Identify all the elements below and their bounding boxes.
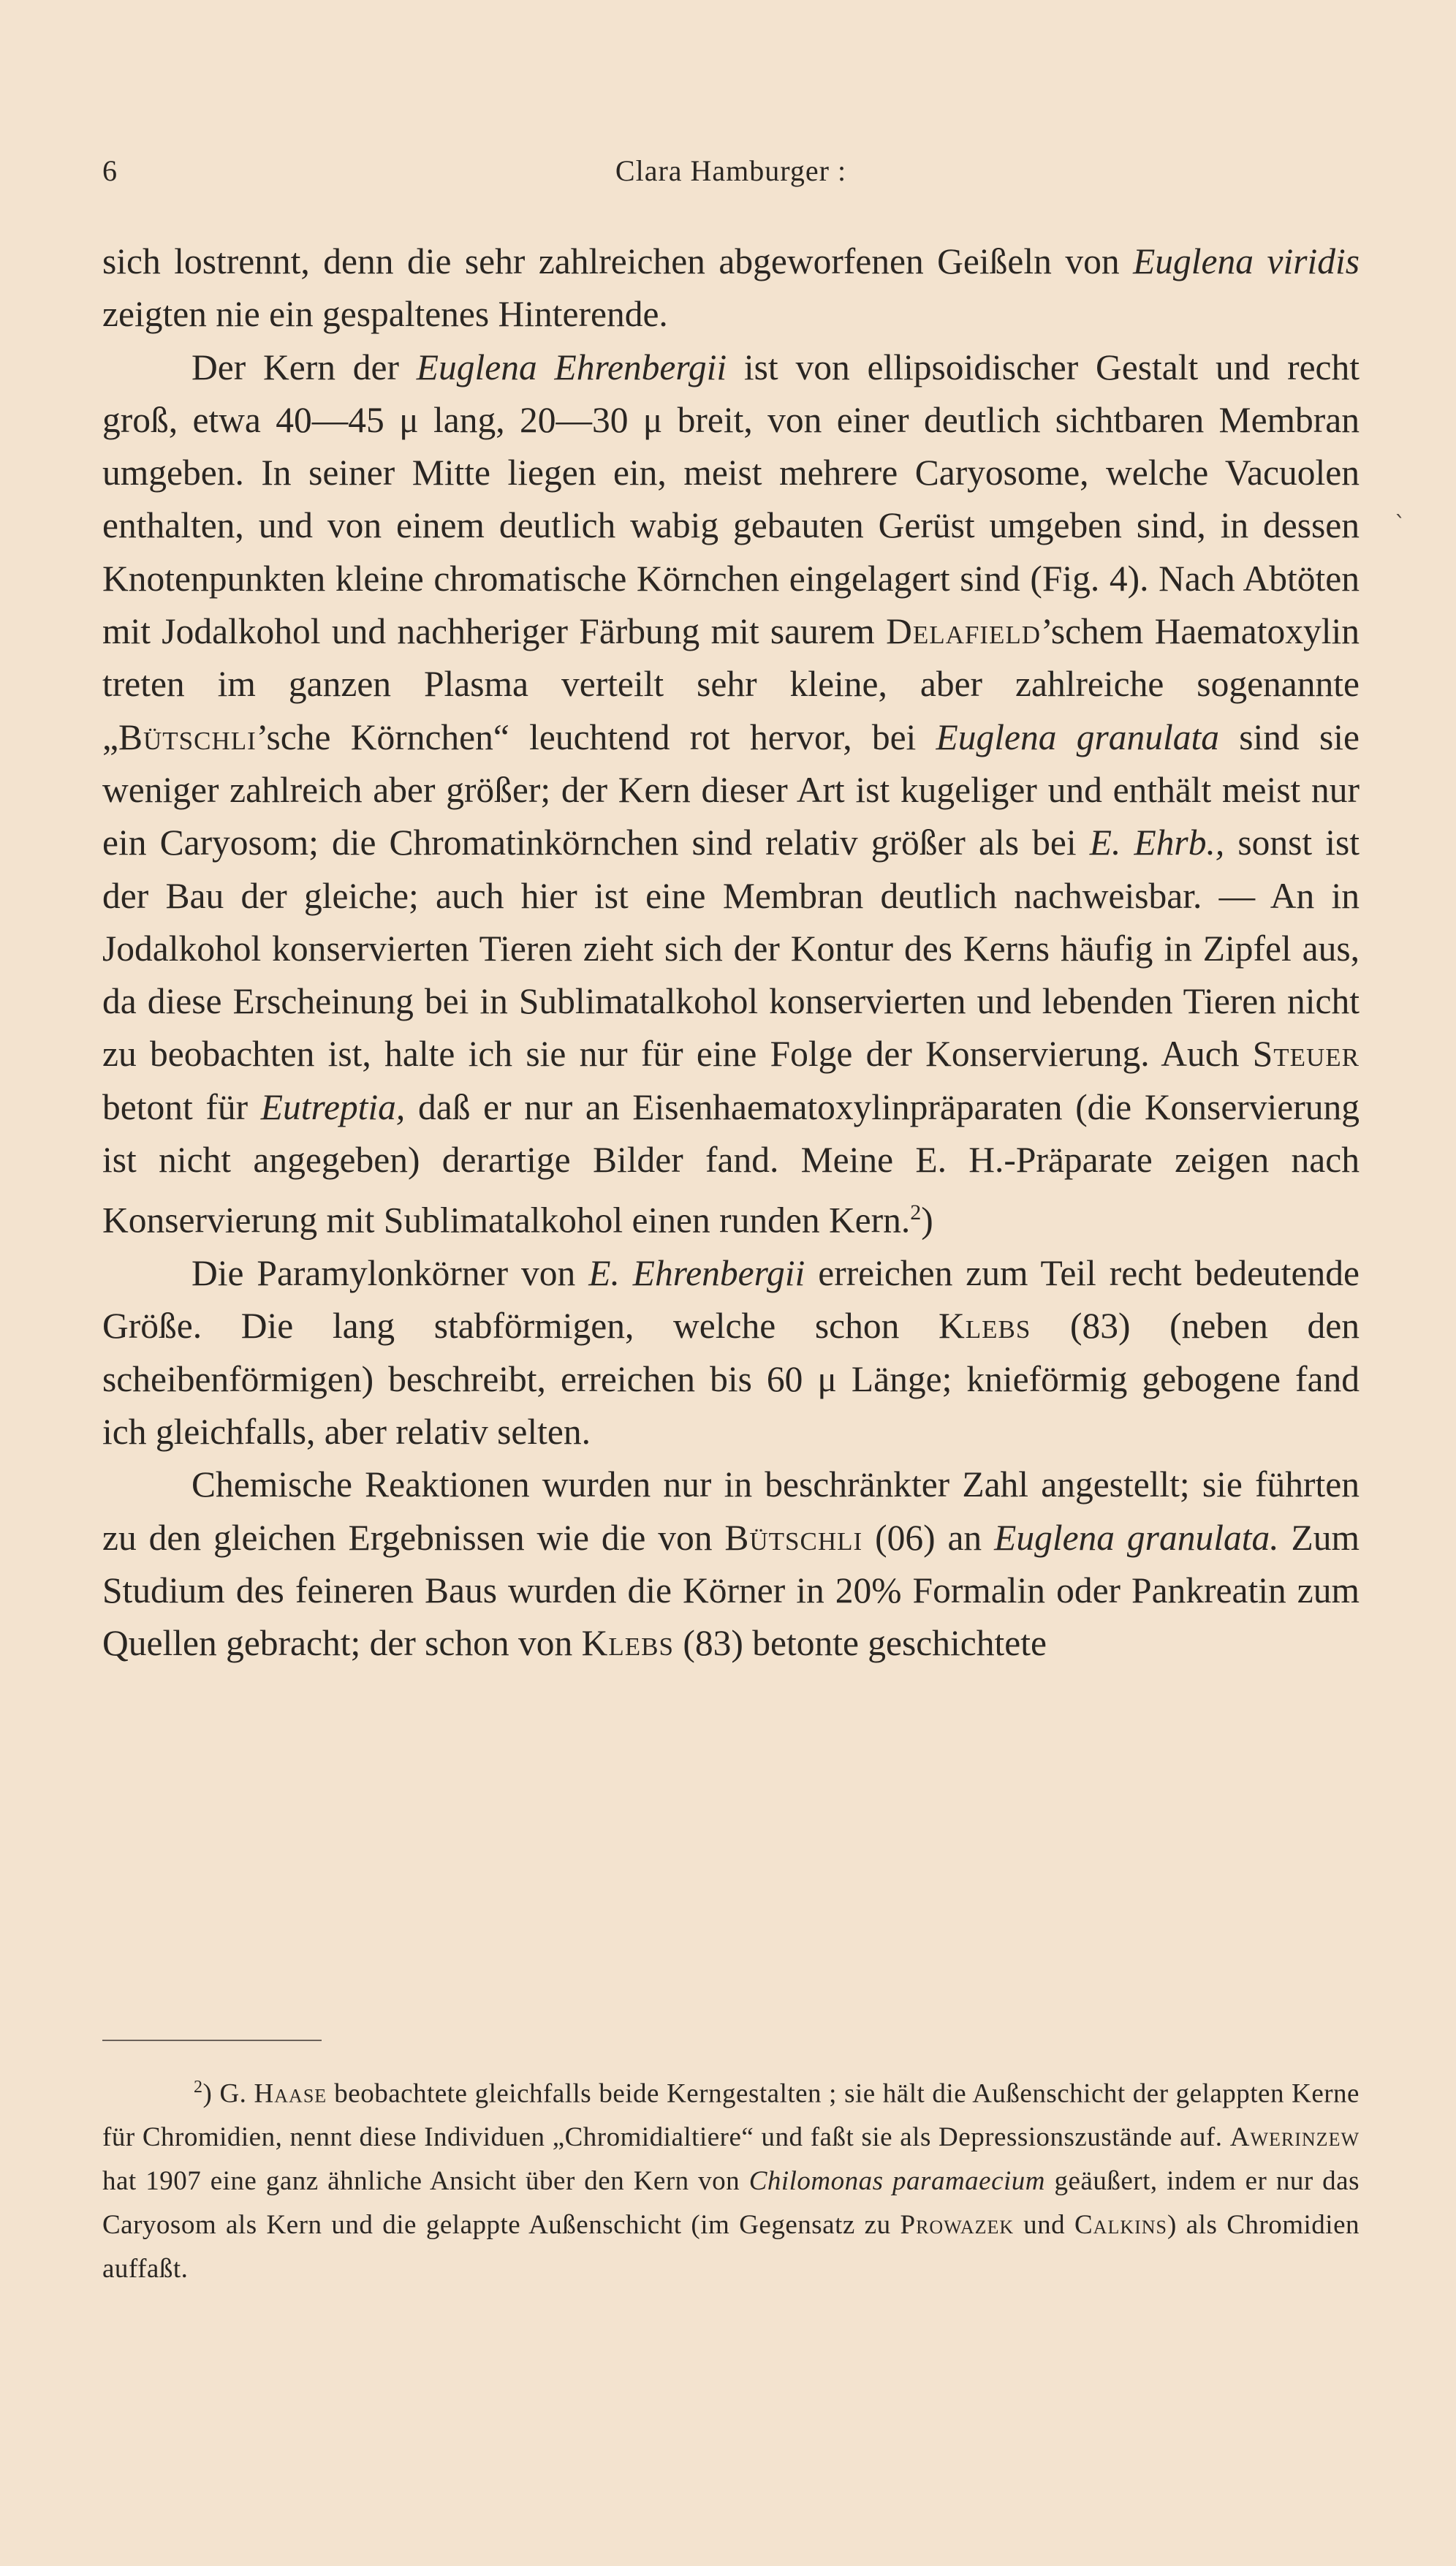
- paragraph-1: sich lostrennt, denn die sehr zahlreichen abgeworfenen Geißeln von Euglena viridis zeigten nie ein gespaltenes Hinterende.: [102, 241, 1360, 335]
- main-text: [102, 235, 1360, 1670]
- page-header: [102, 154, 1360, 197]
- footnote-reference: 2: [910, 1200, 922, 1225]
- species-name: Chilomonas paramaecium: [748, 2166, 1046, 2197]
- footnote-divider: [102, 2040, 322, 2041]
- species-name: Euglena granulata: [936, 716, 1219, 757]
- running-title: Clara Hamburger :: [615, 154, 847, 187]
- author-name: Haase: [254, 2078, 327, 2109]
- species-name: Euglena viridis: [1133, 241, 1360, 281]
- author-name: Klebs: [939, 1306, 1031, 1347]
- author-name: Prowazek: [900, 2210, 1015, 2241]
- margin-mark: ˋ: [1395, 512, 1406, 537]
- author-name: Calkins: [1074, 2210, 1168, 2241]
- paragraph-3: Die Paramylonkörner von E. Ehrenbergii erreichen zum Teil recht bedeutende Größe. Die lang stabförmigen, welche schon Klebs (83) (neben den scheibenförmigen) beschreibt, erreichen bis 60 μ Länge; knieförmig gebogene fand ich gleichfalls, aber relativ selten.: [102, 1253, 1360, 1453]
- footnote-marker: 2: [194, 2078, 203, 2097]
- species-name: E. Ehrenbergii: [588, 1253, 805, 1294]
- footnote-2: $^2$) G. Haase beobachtete gleichfalls beide Kerngestalten ; sie hält die Außenschicht der gelappten Kerne für Chromidien, nennt diese Individuen „Chromidialtiere“ und faßt sie als Depressionszustände auf. Awerinzew hat 1907 eine ganz ähnliche Ansicht über den Kern von Chilomonas paramaecium geäußert, indem er nur das Caryosom als Kern und die gelappte Außenschicht (im Gegensatz zu Prowazek und Calkins) als Chromidien auffaßt.: [102, 2078, 1360, 2285]
- footnotes: [102, 2065, 1360, 2291]
- paragraph-2: Der Kern der Euglena Ehrenbergii ist von ellipsoidischer Gestalt und recht groß, etwa 40—45 μ lang, 20—30 μ breit, von einer deutlich sichtbaren Membran umgeben. In seiner Mitte liegen ein, meist mehrere Caryosome, welche Vacuolen enthalten, und von einem deutlich wabig gebauten Gerüst umgeben sind, in dessen Knotenpunkten kleine chromatische Körnchen eingelagert sind (Fig. 4). Nach Abtöten mit Jodalkohol und nachheriger Färbung mit saurem Delafield’schem Haematoxylin treten im ganzen Plasma verteilt sehr kleine, aber zahlreiche sogenannte „Bütschli’sche Körnchen“ leuchtend rot hervor, bei Euglena granulata sind sie weniger zahlreich aber größer; der Kern dieser Art ist kugeliger und enthält meist nur ein Caryosom; die Chromatinkörnchen sind relativ größer als bei E. Ehrb., sonst ist der Bau der gleiche; auch hier ist eine Membran deutlich nachweisbar. — An in Jodalkohol konservierten Tieren zieht sich der Kontur des Kerns häufig in Zipfel aus, da diese Erscheinung bei in Sublimatalkohol konservierten und lebenden Tieren nicht zu beobachten ist, halte ich sie nur für eine Folge der Konservierung. Auch Steuer betont für Eutreptia, daß er nur an Eisenhaematoxylinpräparaten (die Konservierung ist nicht angegeben) derartige Bilder fand. Meine E. H.-Präparate zeigen nach Konservierung mit Sublimatalkohol einen runden Kern.$^2$): [102, 347, 1360, 1241]
- author-name: Delafield: [886, 611, 1042, 652]
- author-name: Steuer: [1252, 1034, 1360, 1075]
- author-name: Bütschli: [724, 1517, 863, 1558]
- page-number: 6: [102, 154, 118, 187]
- author-name: Klebs: [581, 1623, 674, 1664]
- paragraph-4: Chemische Reaktionen wurden nur in beschränkter Zahl angestellt; sie führten zu den gleichen Ergebnissen wie die von Bütschli (06) an Euglena granulata. Zum Studium des feineren Baus wurden die Körner in 20% Formalin oder Pankreatin zum Quellen gebracht; der schon von Klebs (83) betonte geschichtete: [102, 1464, 1360, 1664]
- species-name: Euglena granulata.: [994, 1517, 1279, 1558]
- genus-name: Eutreptia,: [260, 1086, 406, 1127]
- species-name: E. Ehrb.,: [1089, 822, 1225, 863]
- species-name: Euglena Ehrenbergii: [416, 347, 727, 387]
- author-name: Awerinzew: [1229, 2122, 1360, 2153]
- author-name: Bütschli: [118, 716, 257, 757]
